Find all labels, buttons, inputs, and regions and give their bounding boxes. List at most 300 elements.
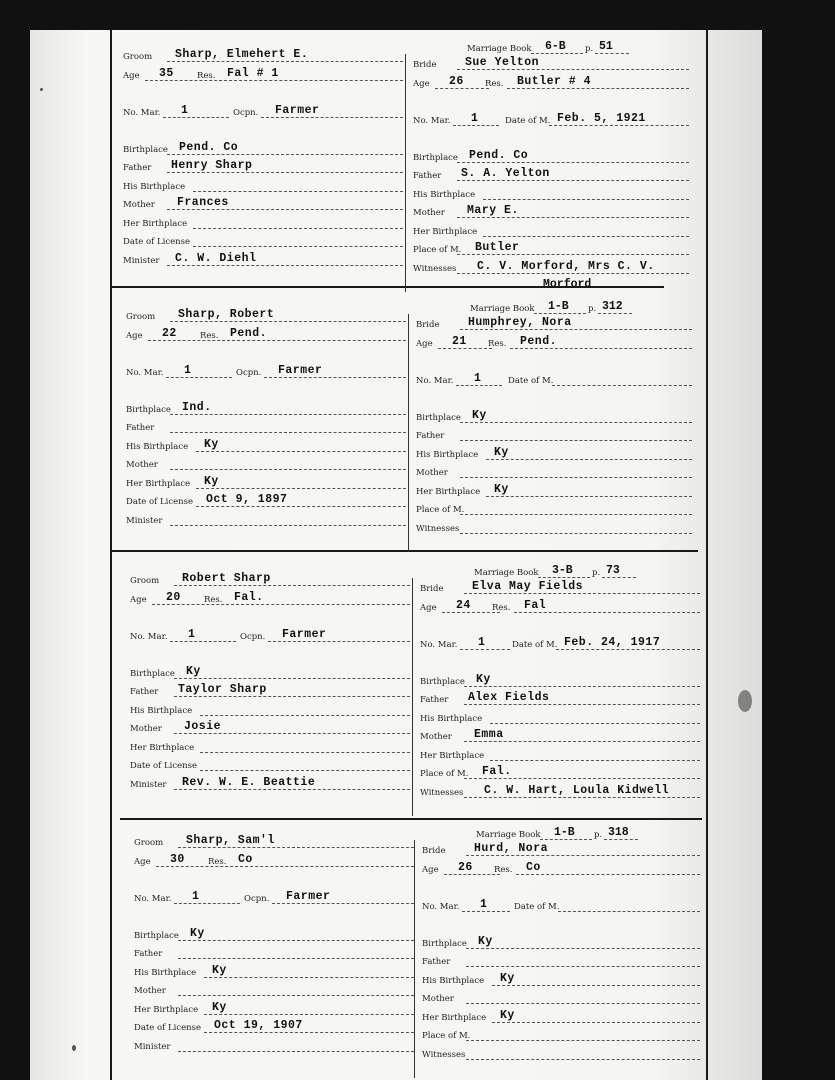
groom-field-label: Minister (126, 515, 163, 526)
groom-field-row (126, 399, 406, 417)
card-center-divider (408, 314, 409, 552)
groom-field-row (123, 176, 403, 194)
groom-field-row (126, 417, 406, 435)
groom-field-label: His Birthplace (130, 705, 193, 716)
groom-ocpn-value: Farmer (286, 889, 331, 903)
groom-res-label: Res. (208, 856, 227, 867)
bride-mother-value: Emma (474, 728, 504, 741)
field-line (174, 902, 240, 904)
bride-date-of-m-label: Date of M. (512, 639, 558, 650)
groom-res-value: Fal. (234, 590, 264, 604)
bride-field-row (413, 258, 689, 276)
groom-his-birthplace-value: Ky (212, 963, 227, 977)
groom-field-label: Groom (123, 52, 153, 62)
marriage-book-value: 1-B (548, 300, 569, 313)
bride-father-value: Alex Fields (468, 691, 550, 704)
bride-res-label: Res. (488, 338, 507, 349)
bride-field-label: Bride (422, 846, 446, 856)
bride-res-label: Res. (492, 602, 511, 613)
bride-field-label: Bride (420, 584, 444, 594)
bride-field-label: Witnesses (413, 263, 457, 274)
field-line (200, 714, 410, 716)
groom-age-value: 22 (162, 326, 177, 340)
groom-no-mar-value: 1 (188, 627, 196, 641)
bride-field-label: Her Birthplace (416, 486, 481, 497)
bride-field-label: Father (422, 957, 451, 967)
groom-birthplace-value: Ky (186, 664, 201, 678)
bride-witnesses-continued: Morford (543, 278, 592, 291)
bride-field-row (420, 726, 700, 744)
bride-no-mar-value: 1 (471, 111, 479, 125)
bride-name-value: Sue Yelton (465, 56, 540, 69)
bride-date-of-m-label: Date of M. (514, 901, 560, 912)
bride-field-label: Father (413, 171, 442, 181)
groom-field-row (126, 436, 406, 454)
bride-field-row (420, 782, 700, 800)
groom-date-of-license-value: Oct 9, 1897 (206, 493, 288, 506)
bride-field-label: His Birthplace (420, 713, 483, 724)
groom-field-label: Minister (123, 255, 160, 266)
bride-field-row (413, 165, 689, 183)
groom-field-label: Her Birthplace (134, 1004, 199, 1015)
field-line (466, 1058, 700, 1060)
film-speck (40, 88, 43, 91)
bride-field-row (416, 425, 692, 443)
groom-field-row (126, 510, 406, 528)
groom-res-value: Fal # 1 (227, 66, 279, 80)
groom-field-row (123, 139, 403, 157)
bride-her-birthplace-value: Ky (494, 482, 509, 496)
groom-field-row (134, 999, 414, 1017)
field-line (178, 957, 414, 959)
field-line (492, 1021, 700, 1023)
field-line (466, 1039, 700, 1041)
bride-field-label: Birthplace (422, 938, 467, 949)
groom-field-row (134, 851, 414, 869)
bride-field-label: Bride (413, 60, 437, 70)
bride-date-of-m-label: Date of M. (508, 375, 554, 386)
groom-field-row (126, 473, 406, 491)
groom-field-label: Age (123, 70, 140, 81)
bride-field-row (422, 859, 700, 877)
marriage-book-page-label: p. (585, 44, 594, 54)
marriage-book-value: 1-B (554, 826, 575, 839)
bride-field-row (416, 481, 692, 499)
groom-field-row (130, 681, 410, 699)
groom-field-row (130, 626, 410, 644)
bride-field-row (413, 239, 689, 257)
bride-field-row (413, 110, 689, 128)
groom-age-value: 35 (159, 66, 174, 80)
groom-field-row (134, 832, 414, 850)
field-line (166, 376, 232, 378)
field-line (466, 965, 700, 967)
field-line (178, 994, 414, 996)
bride-field-label: No. Mar. (420, 639, 458, 650)
bride-field-row (416, 370, 692, 388)
groom-mother-value: Josie (184, 720, 222, 733)
field-line (170, 640, 236, 642)
field-line (466, 947, 700, 949)
groom-field-row (126, 325, 406, 343)
groom-field-row (134, 962, 414, 980)
bride-field-label: No. Mar. (422, 901, 460, 912)
bride-field-label: Place of M. (420, 769, 469, 779)
groom-name-value: Sharp, Sam'l (186, 834, 275, 847)
groom-ocpn-label: Ocpn. (240, 631, 266, 642)
groom-ocpn-label: Ocpn. (244, 893, 270, 904)
groom-field-label: Mother (130, 724, 162, 734)
groom-ocpn-value: Farmer (278, 363, 323, 377)
groom-field-row (130, 589, 410, 607)
bride-field-label: His Birthplace (413, 189, 476, 200)
card-center-divider (412, 578, 413, 816)
groom-field-row (123, 194, 403, 212)
bride-field-label: Place of M. (413, 245, 462, 255)
groom-field-row (134, 980, 414, 998)
field-line (178, 1050, 414, 1052)
field-line (460, 513, 692, 515)
bride-res-value: Co (526, 860, 541, 874)
bride-field-row (416, 462, 692, 480)
groom-field-label: Her Birthplace (130, 742, 195, 753)
bride-name-value: Hurd, Nora (474, 842, 549, 855)
groom-field-label: Father (123, 163, 152, 173)
bride-witnesses-value: C. W. Hart, Loula Kidwell (484, 783, 670, 797)
bride-res-label: Res. (494, 864, 513, 875)
groom-field-row (123, 157, 403, 175)
bride-no-mar-value: 1 (478, 635, 486, 649)
groom-field-row (123, 46, 403, 64)
groom-field-label: No. Mar. (134, 893, 172, 904)
bride-field-row (422, 1044, 700, 1062)
groom-field-label: Father (130, 687, 159, 697)
marriage-record-card (126, 300, 700, 552)
groom-res-label: Res. (204, 594, 223, 605)
field-line (483, 235, 689, 237)
bride-field-label: Age (422, 864, 439, 875)
bride-field-label: Age (416, 338, 433, 349)
bride-res-value: Pend. (520, 334, 558, 348)
field-line (200, 769, 410, 771)
bride-name-value: Humphrey, Nora (468, 316, 572, 329)
bride-field-row (420, 689, 700, 707)
groom-field-label: Date of License (134, 1023, 202, 1033)
bride-field-label: His Birthplace (422, 975, 485, 986)
field-line (193, 245, 403, 247)
bride-field-row (422, 951, 700, 969)
groom-field-label: No. Mar. (123, 107, 161, 118)
bride-birthplace-value: Ky (478, 934, 493, 948)
bride-field-row (420, 763, 700, 781)
groom-age-value: 30 (170, 852, 185, 866)
field-line (516, 873, 700, 875)
bride-field-label: Age (413, 78, 430, 89)
marriage-record-card (123, 40, 697, 292)
groom-ocpn-label: Ocpn. (233, 107, 259, 118)
field-line (170, 468, 406, 470)
groom-field-label: Birthplace (134, 930, 179, 941)
groom-res-value: Co (238, 852, 253, 866)
marriage-book-page-label: p. (592, 568, 601, 578)
marriage-book-label: Marriage Book (476, 830, 541, 840)
groom-age-value: 20 (166, 590, 181, 604)
groom-field-label: Groom (130, 576, 160, 586)
bride-date-of-m-label: Date of M. (505, 115, 551, 126)
bride-place-of-m-value: Butler (475, 241, 520, 254)
bride-field-label: Father (416, 431, 445, 441)
field-line (483, 198, 689, 200)
bride-age-value: 26 (458, 860, 473, 874)
bride-field-row (422, 896, 700, 914)
groom-field-row (130, 663, 410, 681)
bride-field-row (413, 202, 689, 220)
groom-res-label: Res. (200, 330, 219, 341)
bride-res-label: Res. (485, 78, 504, 89)
bride-field-row (422, 1007, 700, 1025)
bride-res-value: Butler # 4 (517, 74, 592, 88)
groom-father-value: Taylor Sharp (178, 683, 267, 696)
bride-field-label: Witnesses (416, 523, 460, 534)
groom-field-label: Birthplace (123, 144, 168, 155)
field-line (490, 722, 700, 724)
groom-no-mar-value: 1 (181, 103, 189, 117)
groom-her-birthplace-value: Ky (212, 1000, 227, 1014)
bride-his-birthplace-value: Ky (494, 445, 509, 459)
bride-field-row (416, 444, 692, 462)
groom-field-row (130, 755, 410, 773)
bride-field-row (420, 634, 700, 652)
bride-field-label: Witnesses (422, 1049, 466, 1060)
groom-field-row (134, 943, 414, 961)
groom-field-label: No. Mar. (130, 631, 168, 642)
groom-field-label: His Birthplace (126, 441, 189, 452)
groom-no-mar-value: 1 (192, 889, 200, 903)
marriage-book-page-label: p. (588, 304, 597, 314)
groom-field-label: Age (126, 330, 143, 341)
bride-field-row (420, 745, 700, 763)
marriage-record-card (130, 564, 708, 816)
groom-minister-value: Rev. W. E. Beattie (182, 775, 316, 789)
bride-field-label: Birthplace (416, 412, 461, 423)
groom-field-label: Birthplace (126, 404, 171, 415)
groom-field-label: No. Mar. (126, 367, 164, 378)
marriage-book-label: Marriage Book (470, 304, 535, 314)
bride-field-label: Place of M. (422, 1031, 471, 1041)
groom-name-value: Robert Sharp (182, 572, 271, 585)
field-line (196, 487, 406, 489)
groom-field-row (126, 454, 406, 472)
groom-name-value: Sharp, Robert (178, 308, 275, 321)
groom-birthplace-value: Ind. (182, 400, 212, 414)
bride-birthplace-value: Pend. Co (469, 148, 529, 162)
groom-field-label: Mother (134, 986, 166, 996)
bride-field-row (416, 314, 692, 332)
bride-field-label: Birthplace (420, 676, 465, 687)
groom-field-label: Date of License (130, 761, 198, 771)
film-speck (72, 1045, 76, 1051)
marriage-book-page-label: p. (594, 830, 603, 840)
field-line (193, 190, 403, 192)
bride-field-row (416, 407, 692, 425)
marriage-book-label: Marriage Book (467, 44, 532, 54)
field-line (230, 865, 414, 867)
bride-field-row (416, 333, 692, 351)
bride-field-row (420, 597, 700, 615)
bride-field-row (422, 1025, 700, 1043)
field-line (490, 759, 700, 761)
bride-field-label: Father (420, 695, 449, 705)
groom-field-row (126, 306, 406, 324)
bride-field-row (413, 184, 689, 202)
field-line (460, 439, 692, 441)
bride-his-birthplace-value: Ky (500, 971, 515, 985)
groom-field-label: Age (130, 594, 147, 605)
bride-mother-value: Mary E. (467, 204, 519, 217)
groom-field-row (123, 213, 403, 231)
field-line (552, 384, 692, 386)
groom-field-row (134, 925, 414, 943)
groom-father-value: Henry Sharp (171, 159, 253, 172)
groom-date-of-license-value: Oct 19, 1907 (214, 1019, 303, 1032)
marriage-book-label: Marriage Book (474, 568, 539, 578)
bride-her-birthplace-value: Ky (500, 1008, 515, 1022)
groom-field-label: Date of License (123, 237, 191, 247)
groom-field-row (130, 737, 410, 755)
groom-no-mar-value: 1 (184, 363, 192, 377)
field-line (204, 1013, 414, 1015)
groom-name-value: Sharp, Elmehert E. (175, 48, 309, 61)
bride-father-value: S. A. Yelton (461, 167, 550, 180)
groom-ocpn-label: Ocpn. (236, 367, 262, 378)
groom-field-row (134, 1017, 414, 1035)
groom-field-label: Groom (126, 312, 156, 322)
bride-field-row (413, 221, 689, 239)
bride-field-label: Her Birthplace (422, 1012, 487, 1023)
card-divider-3 (120, 818, 702, 820)
groom-field-label: Date of License (126, 497, 194, 507)
bride-field-label: Birthplace (413, 152, 458, 163)
bride-birthplace-value: Ky (476, 672, 491, 686)
groom-field-row (130, 700, 410, 718)
groom-ocpn-value: Farmer (282, 627, 327, 641)
field-line (460, 532, 692, 534)
field-line (163, 116, 229, 118)
bride-field-label: Mother (422, 994, 454, 1004)
field-line (193, 227, 403, 229)
bride-field-row (420, 578, 700, 596)
marriage-record-card (134, 826, 708, 1078)
groom-field-label: Father (126, 423, 155, 433)
bride-field-row (416, 518, 692, 536)
field-line (204, 976, 414, 978)
bride-res-value: Fal (524, 598, 547, 612)
bride-field-row (413, 73, 689, 91)
bride-date-of-m-value: Feb. 5, 1921 (557, 111, 646, 125)
groom-field-label: Her Birthplace (123, 218, 188, 229)
groom-field-label: His Birthplace (123, 181, 186, 192)
bride-field-label: Mother (420, 732, 452, 742)
field-line (492, 984, 700, 986)
groom-field-row (130, 718, 410, 736)
field-line (486, 495, 692, 497)
bride-age-value: 26 (449, 74, 464, 88)
groom-field-label: Mother (126, 460, 158, 470)
bride-field-row (422, 988, 700, 1006)
bride-field-row (413, 147, 689, 165)
bride-age-value: 24 (456, 598, 471, 612)
bride-field-row (422, 970, 700, 988)
field-line (486, 458, 692, 460)
microfilm-page (30, 30, 762, 1080)
groom-mother-value: Frances (177, 196, 229, 209)
bride-field-row (413, 54, 689, 72)
bride-field-label: Bride (416, 320, 440, 330)
groom-field-label: His Birthplace (134, 967, 197, 978)
groom-field-label: Minister (130, 779, 167, 790)
groom-minister-value: C. W. Diehl (175, 251, 257, 265)
groom-res-label: Res. (197, 70, 216, 81)
film-smudge (738, 690, 752, 712)
field-line (174, 677, 410, 679)
groom-field-row (134, 888, 414, 906)
marriage-book-value: 3-B (552, 564, 573, 577)
bride-field-label: His Birthplace (416, 449, 479, 460)
groom-his-birthplace-value: Ky (204, 437, 219, 451)
bride-field-row (422, 840, 700, 858)
bride-field-row (422, 933, 700, 951)
groom-field-row (123, 102, 403, 120)
field-line (196, 450, 406, 452)
marriage-book-page-value: 73 (606, 564, 620, 577)
groom-her-birthplace-value: Ky (204, 474, 219, 488)
bride-field-label: Place of M. (416, 505, 465, 515)
field-line (460, 421, 692, 423)
field-line (466, 1002, 700, 1004)
bride-field-label: No. Mar. (416, 375, 454, 386)
marriage-book-page-value: 318 (608, 826, 629, 839)
field-line (464, 685, 700, 687)
bride-age-value: 21 (452, 334, 467, 348)
groom-res-value: Pend. (230, 326, 268, 340)
groom-field-row (123, 250, 403, 268)
bride-field-row (420, 671, 700, 689)
bride-field-label: Mother (413, 208, 445, 218)
bride-birthplace-value: Ky (472, 408, 487, 422)
groom-field-label: Groom (134, 838, 164, 848)
groom-field-row (130, 570, 410, 588)
groom-birthplace-value: Pend. Co (179, 140, 239, 154)
field-line (460, 476, 692, 478)
bride-field-label: Her Birthplace (420, 750, 485, 761)
bride-field-label: No. Mar. (413, 115, 451, 126)
groom-field-row (123, 231, 403, 249)
bride-witnesses-value: C. V. Morford, Mrs C. V. (477, 259, 655, 273)
marriage-book-page-value: 312 (602, 300, 623, 313)
groom-birthplace-value: Ky (190, 926, 205, 940)
card-center-divider (405, 54, 406, 292)
marriage-book-page-value: 51 (599, 40, 613, 53)
groom-field-label: Birthplace (130, 668, 175, 679)
field-line (170, 524, 406, 526)
bride-field-row (416, 499, 692, 517)
bride-date-of-m-value: Feb. 24, 1917 (564, 635, 661, 649)
left-border-line (110, 30, 112, 1080)
marriage-book-value: 6-B (545, 40, 566, 53)
card-center-divider (414, 840, 415, 1078)
field-line (558, 910, 700, 912)
groom-field-label: Mother (123, 200, 155, 210)
